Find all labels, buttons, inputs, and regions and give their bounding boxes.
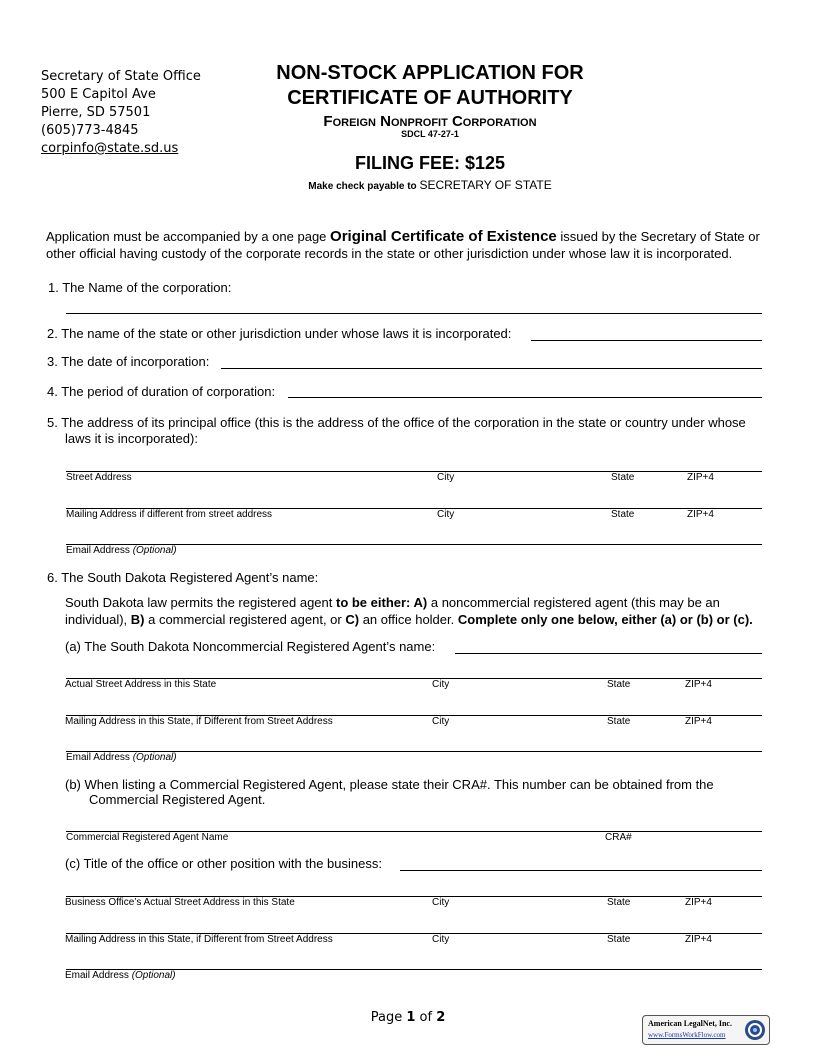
- label-email: [66, 752, 177, 763]
- label-state: State: [607, 716, 631, 727]
- office-city: Pierre, SD 57501: [41, 105, 151, 120]
- label-city: City: [437, 509, 455, 520]
- intro-bold: Original Certificate of Existence: [330, 228, 557, 245]
- page-current: 1: [406, 1010, 416, 1025]
- question-1: 1. The Name of the corporation:: [48, 280, 232, 295]
- label-email-text: Email Address: [65, 970, 132, 981]
- question-3: 3. The date of incorporation:: [47, 354, 210, 369]
- label-city: City: [432, 679, 450, 690]
- label-state: State: [607, 934, 631, 945]
- label-email-text: Email Address: [66, 752, 133, 763]
- office-title-field[interactable]: [400, 870, 762, 871]
- question-6b-line1: (b) When listing a Commercial Registered Agent, please state their CRA#. This number can be obtained from the: [65, 777, 714, 792]
- label-zip: ZIP+4: [685, 897, 712, 908]
- label-street-address: Street Address: [66, 472, 132, 483]
- corporation-name-field[interactable]: [66, 313, 762, 314]
- label-state: State: [611, 509, 635, 520]
- label-email: [65, 970, 176, 981]
- principal-street-field[interactable]: [66, 471, 762, 472]
- page-total: 2: [436, 1010, 446, 1025]
- label-optional: (Optional): [132, 752, 177, 763]
- label-actual-street: Actual Street Address in this State: [65, 679, 217, 690]
- question-6c: (c) Title of the office or other position with the business:: [65, 856, 382, 871]
- registered-agent-instructions: [65, 594, 783, 628]
- office-name: Secretary of State Office: [41, 69, 201, 84]
- label-zip: ZIP+4: [685, 679, 712, 690]
- label-mailing-address: Mailing Address if different from street address: [66, 509, 273, 520]
- payable-to: SECRETARY OF STATE: [419, 178, 552, 192]
- label-business-office: Business Office’s Actual Street Address in this State: [65, 897, 295, 908]
- question-5-line1: 5. The address of its principal office (this is the address of the office of the corporation in the state or country under whose: [47, 415, 746, 430]
- intro-text-2: issued by the Secretary of State or other official having custody of the corporate records in the state or other jurisdiction under whose law it is incorporated.: [46, 229, 760, 261]
- label-optional: (Optional): [131, 970, 176, 981]
- label-mailing-sd: Mailing Address in this State, if Different from Street Address: [65, 934, 333, 945]
- label-cra-number: CRA#: [605, 832, 632, 843]
- vendor-url[interactable]: www.FormsWorkFlow.com: [648, 1031, 726, 1039]
- intro-text-1: Application must be accompanied by a one page: [46, 229, 331, 244]
- label-state: State: [607, 679, 631, 690]
- page-prefix: Page: [370, 1010, 407, 1025]
- office-phone: (605)773-4845: [41, 123, 139, 138]
- instr-text-1: South Dakota law permits the registered agent: [65, 595, 336, 610]
- instr-bold-4: Complete only one below, either (a) or (b) or (c).: [457, 612, 753, 627]
- office-street: 500 E Capitol Ave: [41, 87, 156, 102]
- jurisdiction-field[interactable]: [531, 340, 762, 341]
- office-email-link[interactable]: corpinfo@state.sd.us: [41, 141, 179, 156]
- label-city: City: [432, 716, 450, 727]
- question-2: 2. The name of the state or other jurisdiction under whose laws it is incorporated:: [47, 326, 512, 341]
- question-6: 6. The South Dakota Registered Agent’s name:: [47, 570, 319, 585]
- label-cra-name: Commercial Registered Agent Name: [66, 832, 229, 843]
- form-title-line2: CERTIFICATE OF AUTHORITY: [287, 87, 573, 109]
- label-zip: ZIP+4: [687, 509, 714, 520]
- label-zip: ZIP+4: [685, 716, 712, 727]
- label-state: State: [607, 897, 631, 908]
- noncommercial-agent-name-field[interactable]: [455, 653, 762, 654]
- date-of-incorporation-field[interactable]: [221, 368, 762, 369]
- label-state: State: [611, 472, 635, 483]
- vendor-logo-icon: [743, 1018, 767, 1042]
- label-email: [66, 545, 177, 556]
- duration-field[interactable]: [288, 397, 762, 398]
- payable-note: [200, 178, 660, 192]
- label-zip: ZIP+4: [687, 472, 714, 483]
- form-subtitle: Foreign Nonprofit Corporation: [323, 113, 537, 130]
- page-mid: of: [415, 1010, 437, 1025]
- statute-reference: SDCL 47-27-1: [401, 129, 459, 139]
- vendor-badge[interactable]: [642, 1015, 770, 1045]
- instr-bold-1: to be either: A): [335, 595, 428, 610]
- question-5-line2: laws it is incorporated):: [65, 431, 198, 446]
- question-6b-line2: Commercial Registered Agent.: [89, 792, 266, 807]
- intro-paragraph: [46, 228, 771, 262]
- label-mailing-sd: Mailing Address in this State, if Different from Street Address: [65, 716, 333, 727]
- label-email-text: Email Address: [66, 545, 133, 556]
- instr-bold-3: C): [345, 612, 360, 627]
- label-city: City: [432, 897, 450, 908]
- payable-prefix: Make check payable to: [308, 181, 420, 192]
- instr-text-2: a noncommercial registered agent (this may be an individual),: [65, 595, 720, 627]
- instr-bold-2: B): [130, 612, 145, 627]
- question-4: 4. The period of duration of corporation:: [47, 384, 276, 399]
- filing-fee: FILING FEE: $125: [354, 153, 506, 173]
- label-city: City: [432, 934, 450, 945]
- instr-text-4: an office holder.: [359, 612, 458, 627]
- label-zip: ZIP+4: [685, 934, 712, 945]
- office-address-block: [41, 68, 201, 158]
- label-city: City: [437, 472, 455, 483]
- question-6a: (a) The South Dakota Noncommercial Registered Agent’s name:: [65, 639, 436, 654]
- instr-text-3: a commercial registered agent, or: [144, 612, 346, 627]
- label-optional: (Optional): [132, 545, 177, 556]
- form-title-line1: NON-STOCK APPLICATION FOR: [276, 62, 584, 84]
- vendor-name: American LegalNet, Inc.: [648, 1019, 732, 1028]
